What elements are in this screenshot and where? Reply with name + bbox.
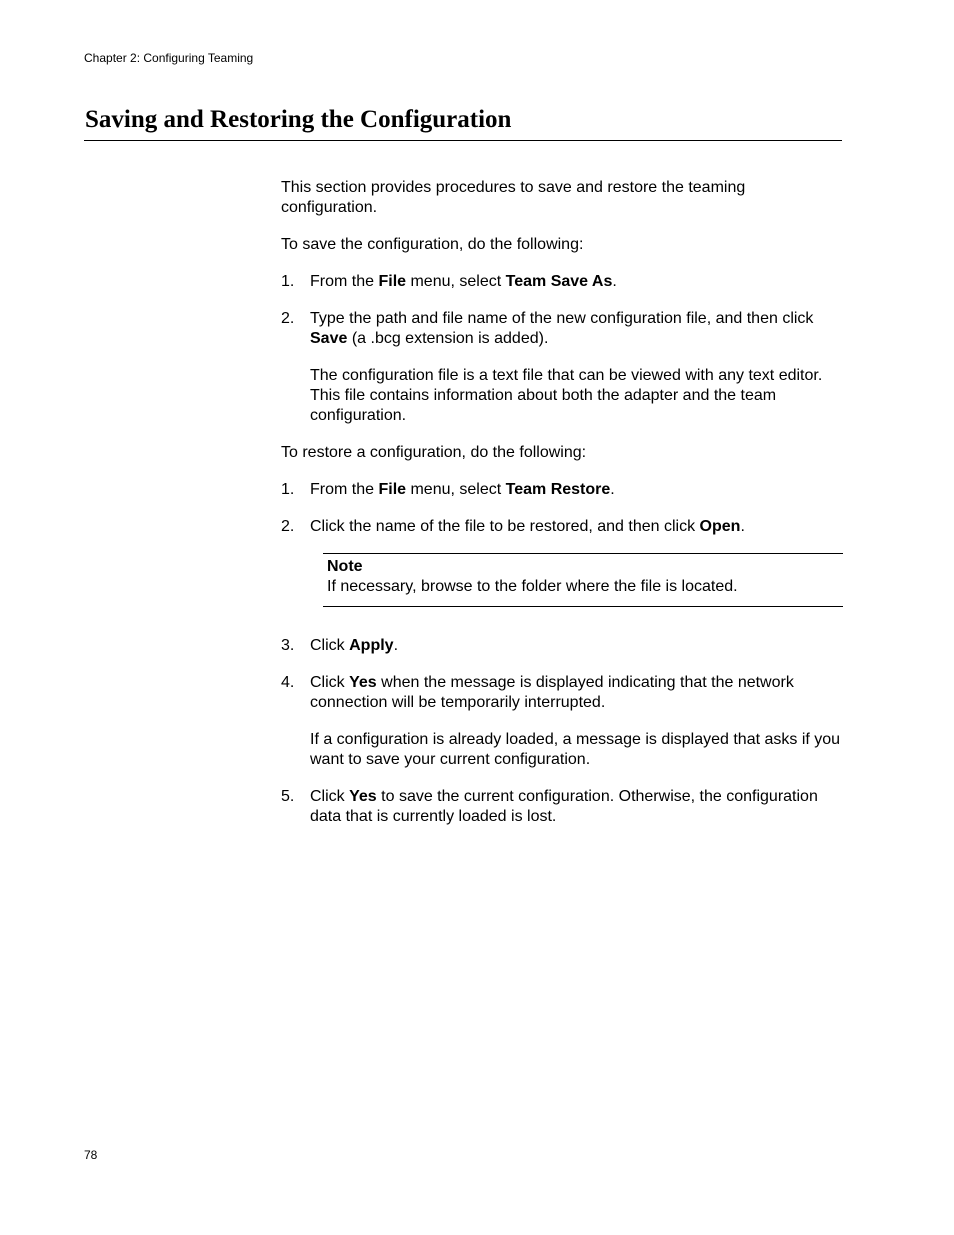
button-name: Yes xyxy=(349,674,377,691)
step-text: Click xyxy=(310,637,350,654)
restore-step-4 xyxy=(281,673,843,770)
title-rule xyxy=(84,140,842,141)
step-number: 1. xyxy=(281,481,295,498)
step-note: The configuration file is a text file that can be viewed with any text editor. This file contains information about both the adapter and the team configuration. xyxy=(310,367,823,424)
step-note: If a configuration is already loaded, a message is displayed that asks if you want to save your current configuration. xyxy=(310,731,841,768)
menu-name: File xyxy=(378,481,407,498)
step-number: 4. xyxy=(281,674,295,691)
button-name: Save xyxy=(310,330,348,347)
page-title: Saving and Restoring the Configuration xyxy=(85,106,512,133)
intro-paragraph: This section provides procedures to save and restore the teaming configuration. xyxy=(281,179,746,216)
step-text: Click xyxy=(310,674,350,691)
menu-command: Team Save As xyxy=(505,273,613,290)
step-number: 5. xyxy=(281,788,295,805)
step-text: when the message is displayed indicating that the network connection will be temporarily interrupted. xyxy=(310,674,794,711)
document-body xyxy=(281,178,843,844)
step-number: 1. xyxy=(281,273,295,290)
menu-name: File xyxy=(378,273,407,290)
restore-step-1 xyxy=(281,480,843,500)
running-head: Chapter 2: Configuring Teaming xyxy=(84,51,254,65)
restore-lead: To restore a configuration, do the following: xyxy=(281,444,587,461)
button-name: Yes xyxy=(349,788,377,805)
step-text: From the xyxy=(310,481,379,498)
button-name: Apply xyxy=(349,637,394,654)
step-text: to save the current configuration. Otherwise, the configuration data that is currently loaded is lost. xyxy=(310,788,818,825)
restore-step-5 xyxy=(281,787,843,827)
page-number: 78 xyxy=(84,1148,98,1162)
step-text: From the xyxy=(310,273,379,290)
save-step-1 xyxy=(281,272,843,292)
note-title: Note xyxy=(327,558,363,575)
step-text: (a .bcg extension is added). xyxy=(347,330,549,347)
step-text: Type the path and file name of the new configuration file, and then click xyxy=(310,310,814,327)
step-number: 2. xyxy=(281,518,295,535)
save-step-2 xyxy=(281,309,843,426)
note-box xyxy=(323,553,843,607)
step-text: . xyxy=(740,518,745,535)
note-text: If necessary, browse to the folder where the file is located. xyxy=(327,578,738,595)
step-text: menu, select xyxy=(406,273,506,290)
restore-step-3 xyxy=(281,636,843,656)
menu-command: Team Restore xyxy=(505,481,611,498)
step-text: . xyxy=(610,481,615,498)
step-text: . xyxy=(393,637,399,654)
save-lead: To save the configuration, do the following: xyxy=(281,236,584,253)
step-text: Click the name of the file to be restored, and then click xyxy=(310,518,700,535)
button-name: Open xyxy=(699,518,741,535)
step-text: menu, select xyxy=(406,481,506,498)
step-text: Click xyxy=(310,788,350,805)
step-number: 3. xyxy=(281,637,295,654)
step-text: . xyxy=(612,273,617,290)
restore-step-2 xyxy=(281,517,843,537)
step-number: 2. xyxy=(281,310,295,327)
